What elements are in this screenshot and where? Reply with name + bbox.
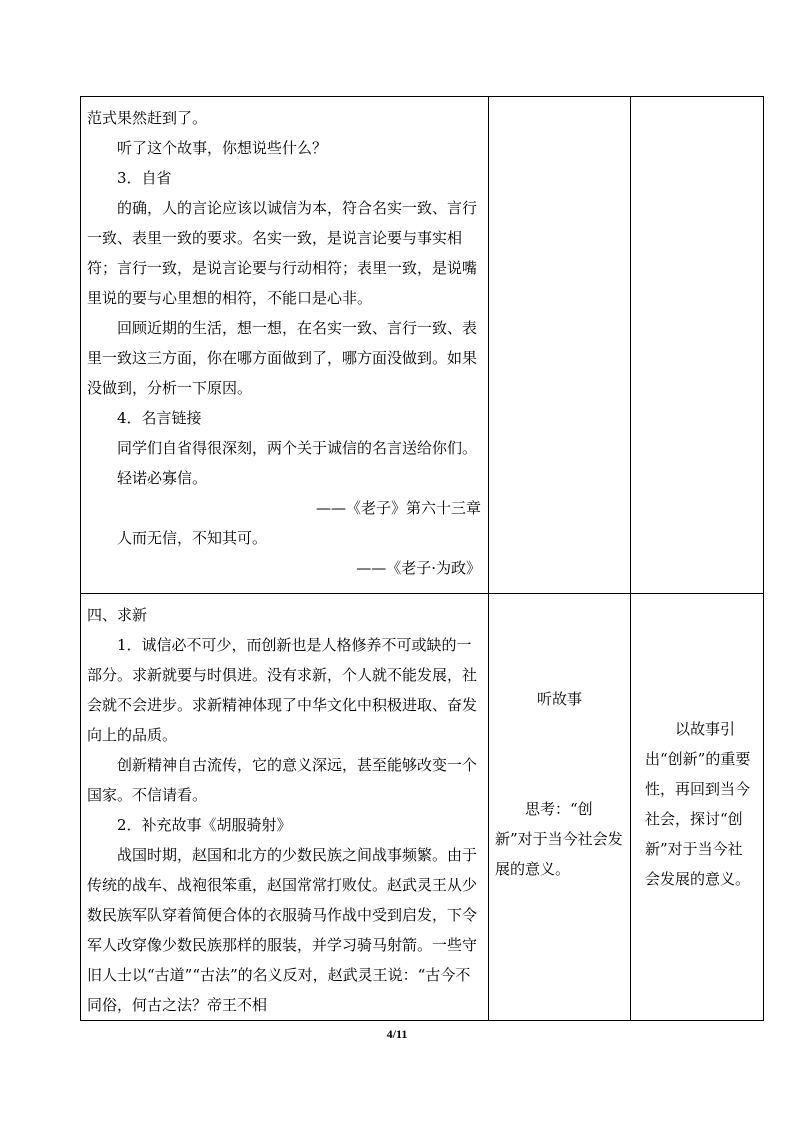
teaching-process-cell bbox=[81, 97, 489, 594]
student-activity-cell bbox=[489, 97, 631, 594]
row2-content bbox=[81, 594, 488, 1020]
paragraph: 2．补充故事《胡服骑射》 bbox=[117, 816, 292, 834]
student-activity-listen: 听故事 bbox=[536, 690, 582, 708]
paragraph: 四、求新 bbox=[87, 606, 148, 624]
teaching-process-cell bbox=[81, 594, 489, 1021]
paragraph: ——《老子》第六十三章 bbox=[315, 499, 481, 517]
table-row bbox=[81, 97, 764, 594]
paragraph: 轻诺必寡信。 bbox=[117, 469, 208, 487]
row1-content bbox=[81, 97, 488, 583]
paragraph: 的确，人的言论应该以诚信为本，符合名实一致、言行一致、表里一致的要求。名实一致，是说言论要与事实相符；言行一致，是说言论要与行动相符；表里一致，是说嘴里说的要与心里想的相符，不能口是心非。 bbox=[87, 199, 478, 307]
page-number: 4/11 bbox=[386, 1027, 408, 1041]
paragraph: 人而无信，不知其可。 bbox=[117, 529, 268, 547]
design-intent-cell bbox=[631, 594, 764, 1021]
design-intent-cell bbox=[631, 97, 764, 594]
paragraph: 听了这个故事，你想说些什么？ bbox=[117, 139, 328, 157]
paragraph: 创新精神自古流传，它的意义深远，甚至能够改变一个国家。不信请看。 bbox=[87, 756, 478, 804]
table-row bbox=[81, 594, 764, 1021]
paragraph: 范式果然赶到了。 bbox=[87, 109, 208, 127]
paragraph: 同学们自省得很深刻，两个关于诚信的名言送给你们。 bbox=[117, 439, 478, 457]
student-activity-think: 思考：“创新”对于当今社会发展的意义。 bbox=[495, 800, 623, 878]
lesson-plan-table bbox=[80, 96, 764, 1021]
paragraph: 3．自省 bbox=[117, 169, 172, 187]
paragraph: 战国时期，赵国和北方的少数民族之间战事频繁。由于传统的战车、战袍很笨重，赵国常常打败仗。赵武灵王从少数民族军队穿着简便合体的衣服骑马作战中受到启发，下令军人改穿像少数民族那样的服装，并学习骑马射箭。一些守旧人士以“古道”“古法”的名义反对，赵武灵王说：“古今不同俗，何古之法？帝王不相 bbox=[87, 846, 478, 1014]
paragraph: 4．名言链接 bbox=[117, 409, 202, 427]
design-intent-text: 以故事引出“创新”的重要性，再回到当今社会，探讨“创新”对于当今社会发展的意义。 bbox=[645, 720, 751, 888]
paragraph: 回顾近期的生活，想一想，在名实一致、言行一致、表里一致这三方面，你在哪方面做到了，哪方面没做到。如果没做到，分析一下原因。 bbox=[87, 319, 478, 397]
paragraph: 1．诚信必不可少，而创新也是人格修养不可或缺的一部分。求新就要与时俱进。没有求新，个人就不能发展，社会就不会进步。求新精神体现了中华文化中积极进取、奋发向上的品质。 bbox=[87, 636, 478, 744]
paragraph: ——《老子·为政》 bbox=[356, 559, 481, 577]
student-activity-cell bbox=[489, 594, 631, 1021]
